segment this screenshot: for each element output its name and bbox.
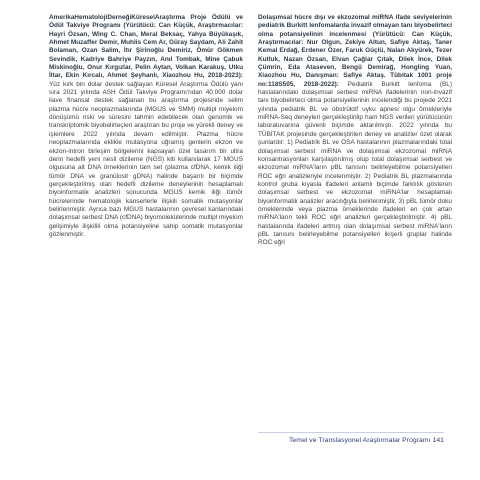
page-footer (289, 437, 444, 444)
right-column (258, 14, 452, 248)
project-body-ash: Yüz kırk bin dolar destek sağlayan Küresel Araştırma Ödülü yanı sıra 2021 yılında ASH Ödül Takviye Programı'ndan 40.000 dolar ilave finansal destek sağlanan bu araştırma projesinde selim plazma hücre neoplazmalarında (MGUS ve SMM) multipl miyelom dönüşümü riski ve süresini tahmin edebilecek olan genomik ve transkriptomik biyobelirteçleri araştıran bu proje ve yürekli deney ve işlemlere 2022 yılında devam edilmiştir. Plazma hücre neoplazmalarında eklikle mutasyona uğramış genlerin ekzon ve ekzon-intron birleşim bölgelerini kapsayan özel tasarım bir ultra derin hedefli yeni nesil dizileme (NGS) kiti kullanılarak 17 MGUS olgusuna ait DNA örneklerinin tam set (plazma cfDNA, kemik iliği tümör DNA ve granülosit gDNA) halinde başarılı bir biçimde gerçekleştirilmiş olan hedefli dizileme deneylerinin hesaplamalı biyoinformatik analizleri sonucunda MGUS kemik iliği tümör hücrelerinde hematolojik kanserlerle ilişkili somatik mutasyonlar belirlenmiştir. Ayrıca bazı MGUS hastalarının çevresel kanlarındaki dolaşımsal serbest DNA (cfDNA) biyomolekülerinde multipl miyelom gelişimiyle ilişkilili olma potansiyeline sahip somatik mutasyonlar gözlenmiştir. (49, 80, 243, 238)
project-heading-ash: AmerikaHematolojiDerneğiKüreselAraştırma Proje Ödülü ve Ödül Takviye Programı (Yürütücü: Can Küçük, Araştırmacılar: Hayri Özsan, Wing C. Chan, Meral Beksaç, Yahya Büyükaşık, Ahmet Muzaffer Demir, Muhlis Cem Ar, Güray Saydam, Ali Zahit Bolaman, Ozan Salim, İtır Şirinoğlu Demiriz, Ömür Gökmen Sevindik, Kadriye Bahriye Payzın, Anıl Tombak, Mine Çabuk Miskinoğlu, Onur Kırgızlar, Pelin Aytan, Volkan Karakuş, Utku İltar, Ekin Kırcalı, Ahmet Şeyhanlı, Xiaozhou Hu, 2018-2023): (49, 14, 243, 80)
page-number: 141 (432, 437, 444, 444)
footer-divider (258, 432, 444, 433)
project-body-tubitak: Pediatrik Burkitt lenfoma (BL) hastalarındaki dolaşımsal serbest miRNA ifadelerinin non-invazif tanı biyobelirteci olma potansiyellerinin incelendiği bu projede 2021 yılında pediatrik BL ve obstrüktif uyku apnesi olgu örnekleriyle miRNA-Seq deneyleri gerçekleştirilip ham NGS verileri yürütücünün laboratuvarına güvenli biçimde aktarılmıştı. 2022 yılında bu TÜBİTAK projesinde gerçekleştirilen deney ve analizler özet olarak şunlardır: 1) Pediatrik BL ve OSA hastalarının plazmalarındaki total dolaşımsal serbest miRNA ve dolaşımsal ekzozomal miRNA konsantrasyonları karşılaştırılmış olup total dolaşımsal serbest ve ekzozomal miRNA'ların pBL tanısını belirleyebilme potansiyelleri ROC eğri analizleriyle incelenmiştir. 2) Pediatrik BL plazmalarında kontrol gruba kıyasla ifadeleri anlamlı biçimde farklılık gösteren dolaşımsal serbest ve ekzozomal miRNA'lar hesaplamalı biyoinformatik analizler aracılığıyla belirlenmiştir. 3) pBL tümör doku örneklerinde veya plazma örneklerinde ifadeleri en çok artan miRNA'ların tekli ROC eğri analizleri gerçekleştirilmiştir. 4) pBL hastalarında ifadeleri artmış olan dolaşımsal serbest miRNA'ların pBL tanısını belirleyebilme potansiyelleri ikişerli gruplar halinde ROC eğri (258, 80, 453, 247)
left-column (49, 14, 243, 239)
project-heading-tubitak: Dolaşımsal hücre dışı ve ekzozomal miRNA ifade seviyelerinin pediatrik Burkitt lenfomalarda invazif olmayan tanı biyobelirteci olma potansiyelinin incelenmesi (Yürütücü: Can Küçük, Araştırmacılar: Nur Olgun, Zekiye Altun, Safiye Aktaş, Taner Kemal Erdağ, Erdener Özer, Faruk Güçlü, Nalan Akyürek, Tezer Kutluk, Nazan Özsan, Elvan Çağlar Çıtak, Dilek İnce, Dilek Çümrin, Eda Ataseven, Bengü Demirağ, Hongling Yuan, Xiaozhou Hu, Danışman: Safiye Aktaş. Tübitak 1001 proje no:118S505, 2018-2022): (258, 14, 452, 88)
footer-program-title: Temel ve Translasyonel Araştırmalar Programı (288, 437, 431, 444)
